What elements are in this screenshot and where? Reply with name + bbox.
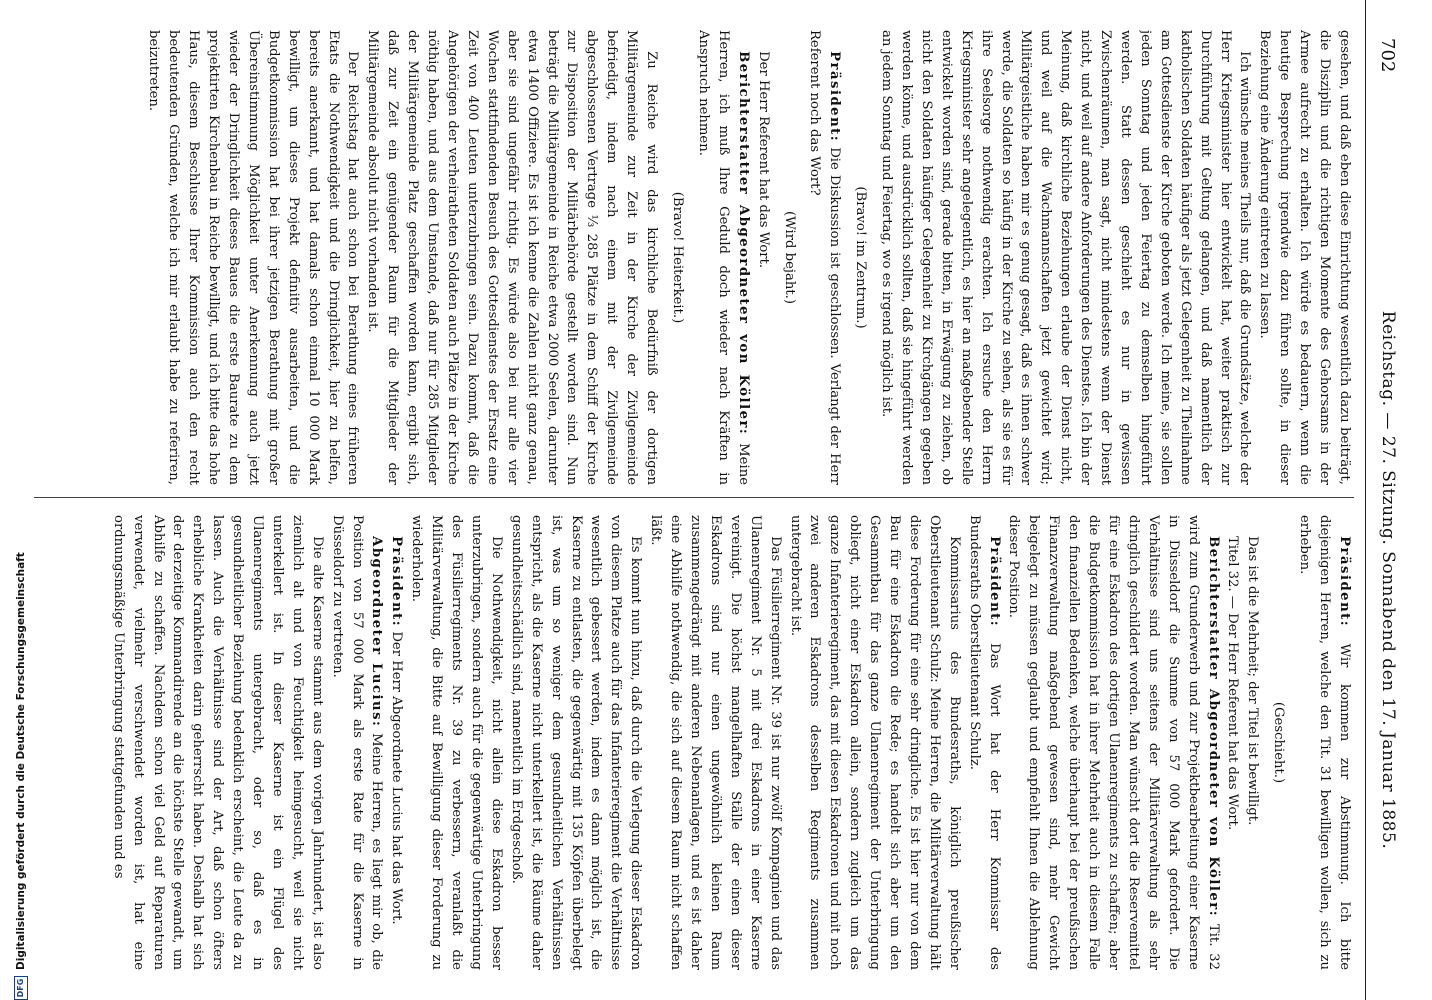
paragraph-text: Die Diskussion ist geschlossen. Verlangt der Herr Referent noch das Wort? bbox=[807, 30, 843, 485]
paragraph bbox=[108, 515, 327, 970]
paragraph-text: Das Wort hat der Herr Kommissar des Bundesraths Oberstlieutenant Schulz. bbox=[966, 515, 1002, 970]
paragraph-text: Meine Herren, es liegt mir ob, die Position von 57 000 Mark als erste Rate für die Kaserne in Düsseldorf zu vertreten. bbox=[329, 515, 385, 970]
paragraph-text: Tit. 32 wird zum Grunderwerb und zur Projektbearbeitung einer Kaserne in Düsseldorf die Summe von 57 000 Mark gefordert. Die Verhältnisse sind uns seitens der Militärverwaltung als sehr dringlich geschildert worden. Man wünscht dort die Reservemittel für eine Eskadron des dortigen Ulanenregiments zu schaffen; aber die Budgetkommission hat in ihrer Mehrheit auch in diesem Falle den finanziellen Bedenken, welche überhaupt bei der preußischen Finanzverwaltung maßgebend gewesen sind, mehr Gewicht beigelegt zu müssen geglaubt und empfiehlt Ihnen die Ablehnung dieser Position. bbox=[1006, 515, 1221, 970]
paragraph bbox=[406, 515, 506, 970]
paragraph-text: Kommissarius des Bundesraths, königlich preußischer Oberstlieutenant Schulz: Meine Herren, die Militärverwaltung hält diese Forderung für eine sehr dringliche. Es ist hier nur von dem Bau für eine Eskadron die Rede; es handelt sich aber um den Gesammtbau für das ganze Ulanenregiment der Unterbringung obliegt, nicht einer Eskadron allein, sondern zugleich um das ganze Infanterieregiment, das mit diesen Eskadronen und mit noch zwei anderen Eskadrons desselben Regiments zusammen untergebracht ist. bbox=[787, 515, 962, 970]
paragraph-text: (Wird bejaht.) bbox=[781, 211, 797, 304]
column-divider bbox=[34, 497, 1354, 498]
paragraph bbox=[1254, 30, 1354, 485]
paragraph bbox=[1242, 515, 1262, 970]
paragraph bbox=[144, 30, 363, 485]
left-column bbox=[14, 30, 1354, 485]
paragraph bbox=[1294, 515, 1354, 970]
running-title: Reichstag. — 27. Sitzung. Sonnabend den 17. Januar 1885. bbox=[1378, 310, 1398, 850]
paragraph-text: gesehen, und daß eben diese Einrichtung wesentlich dazu beiträgt, die Disziplin und die richtigen Momente des Gehorsams in der Armee aufrecht zu erhalten. Ich würde es bedauern, wenn die heutige Besprechung irgendwie dazu führen sollte, in dieser Beziehung eine Änderung eintreten zu lassen. bbox=[1257, 30, 1352, 485]
right-column bbox=[14, 515, 1354, 970]
paragraph-text: Die Nothwendigkeit, nicht allein diese Eskadron besser unterzubringen, sondern auch für die gegenwärtige Unterbringung des Füsilierregiments Nr. 39 zu verbessern, veranlaßt die Militärverwaltung, die Bitte auf Bewilligung dieser Forderung zu wiederholen. bbox=[409, 515, 504, 970]
page-number: 702 bbox=[1377, 38, 1398, 73]
paragraph-text: Zu Reiche wird das kirchliche Bedürfniß der dortigen Militärgemeinde zur Zeit in der Kirche der Zivilgemeinde befriedigt, indem nach einem mit der Zivilgemeinde abgeschlossenen Vertrage ¹⁄₃ 285 Plätze in dem Schiff der Kirche zur Disposition der Militärbehörde gestellt worden sind. Nun beträgt die Militärgemeinde in Reiche etwa 2000 Seelen, darunter etwa 1400 Offiziere. Es ist ich kenne die Zahlen nicht ganz genau, aber sie sind ungefähr richtig. Es würde also bei nur alle vier Wochen stattfindenden Besuch des Gottesdienstes der Ersatz eine Zeit von 400 Leuten unterzubringen sein. Dazu kommt, daß die Angehörigen der verheiratheten Soldaten auch Plätze in der Kirche nöthig haben, und aus dem Umstande, daß nur für 285 Mitglieder der Militärgemeinde Platz geschaffen worden kann, ergibt sich, daß zur Zeit ein genügender Raum für die Mitglieder der Militärgemeinde absolut nicht vorhanden ist. bbox=[365, 30, 660, 485]
dfg-logo: DFG bbox=[14, 976, 28, 1000]
paragraph bbox=[785, 515, 964, 970]
paragraph-text: Es kommt nun hinzu, daß durch die Verlegung dieser Eskadron von diesem Platze auch für das Infanterieregiment die Verhältnisse wesentlich gebessert werden, indem es dann möglich ist, die Kaserne zu entlasten, die gegenwärtig mit 135 Köpfen überbelegt ist, was um so weniger dem gesundheitlichen Verhältnissen entspricht, als die Kaserne nicht unterkellert ist, die Räume daher gesundheitsschädlich sind, namentlich im Erdgeschoß. bbox=[508, 515, 644, 970]
speaker-label: Berichterstatter Abgeordneter von Köller: bbox=[1205, 536, 1221, 918]
paragraph-text: (Geschieht.) bbox=[1271, 701, 1287, 784]
paragraph-text: Das ist die Mehrheit; der Titel ist bewilligt. bbox=[1245, 536, 1261, 826]
paragraph-text: Ich wünsche meines Theils nur, daß die Grundsätze, welche der Herr Kriegsminister hier entwickelt hat, weiter praktisch zur Durchführung mit Geltung gelangen, und daß namentlich der katholischen Soldaten häufiger als jetzt Gelegenheit zu Theilnahme am Gottesdienste der Kirche geboten werde. Ich meine, sie sollen jeden Sonntag und jeden Feiertag zu demselben hingeführt werden. Statt dessen geschieht es nur in gewissen Zwischenräumen, man sagt, nicht mindestens wenn der Dienst nicht, und weil auf andere Anforderungen des Dienstes. Ich bin der Meinung, daß kirchliche Beziehungen erlaube der Dienst nicht, und weil auf die Wachmannschaften jetzt gewichtet wird; Militärgeistliche haben mir es genug gesagt, daß es ihnen schwer werde, die Soldaten so häufig in der Kirche zu sehen, als sie es für ihre Seelsorge nothwendig erachten. Ich ersuche den Herrn Kriegsminister sehr angelegentlich, es hier an maßgebender Stelle entwickelt worden sind, gerade bitten, in Erwägung zu ziehen, ob nicht den Soldaten häufiger Gelegenheit zu Kirchgängen gegeben werden könne, und ausdrücklich sollten, daß sie hingeführt werden an jedem Sonntag und Feiertag, wo es irgend möglich ist. bbox=[879, 30, 1253, 485]
paragraph bbox=[645, 515, 784, 970]
paragraph bbox=[876, 30, 1254, 485]
paragraph-text: Der Herr Referent hat das Wort. bbox=[755, 51, 771, 269]
speaker-label: Berichterstatter Abgeordneter von Köller: bbox=[735, 51, 751, 436]
paragraph bbox=[1004, 515, 1223, 970]
paragraph-text: Das Füsilierregiment Nr. 39 ist nur zwölf Kompagnien und das Ulanenregiment Nr. 5 mit drei Eskadrons in einer Kaserne vereinigt. Die höchst mangelhaften Ställe der einen dieser Eskadrons sind nur einen ungewöhnlich kleinen Raum zusammengedrängt mit anderen Nebenanlagen, und es ist daher eine Abhilfe nothwendig, die sich auf diesem Raum nicht schaffen läßt. bbox=[648, 515, 783, 970]
paragraph bbox=[753, 30, 773, 485]
paragraph-text: Wir kommen zur Abstimmung. Ich bitte diejenigen Herren, welche den Tit. 31 bewilligen wollen, sich zu erheben. bbox=[1297, 515, 1352, 970]
paragraph bbox=[1223, 515, 1243, 970]
speaker-label: Präsident: bbox=[1337, 536, 1352, 628]
paragraph-text: Der Reichstag hat auch schon bei Berathung eines früheren Etats die Nothwendigkeit und die Dringlichkeit, hier zu helfen, bereits anerkannt, und hat damals schon einmal 10 000 Mark bewilligt, um dieses Projekt definitiv ausarbeiten, und die Budgetkommission hat bei ihrer jetzigen Berathung mit großer Übereinstimmung Möglichkeit unter Anerkennung auch jetzt wieder der Dringlichkeit dieses Baues die erste Baurate zu dem projektirten Kirchenbau in Reiche bewilligt, und ich bitte das hohe Haus, diesem Beschlusse Ihrer Kommission auch den recht bedeutenden Gründen, welche ich mir erlaubt habe zu referiren, beizutreten. bbox=[146, 30, 361, 485]
paragraph bbox=[693, 30, 753, 485]
paragraph-text: Meine Herren, ich muß Ihre Geduld doch wieder nach Kräften in Anspruch nehmen. bbox=[695, 30, 751, 485]
paragraph-text: (Bravo! Heiterkeit.) bbox=[670, 191, 685, 324]
paragraph bbox=[363, 30, 662, 485]
paragraph bbox=[387, 515, 407, 970]
stage-direction bbox=[1268, 515, 1288, 970]
stage-direction bbox=[667, 30, 687, 485]
stage-direction bbox=[779, 30, 799, 485]
paragraph-text: (Bravo! im Zentrum.) bbox=[853, 186, 869, 329]
paragraph-text: Der Herr Abgeordnete Lucius hat das Wort. bbox=[389, 627, 405, 925]
paragraph bbox=[506, 515, 645, 970]
speaker-label: Abgeordneter Lucius: bbox=[369, 536, 385, 728]
page-header bbox=[1365, 0, 1410, 1000]
paragraph bbox=[805, 30, 845, 485]
paragraph bbox=[327, 515, 387, 970]
speaker-label: Präsident: bbox=[389, 536, 405, 628]
paragraph-text: Die alte Kaserne stammt aus dem vorigen Jahrhundert, ist also ziemlich alt und von Feuchtigkeit heimgesucht, weil sie nicht unterkellert ist. In dieser Kaserne ist ein Flügel des Ulanenregiments untergebracht, oder so, daß es in gesundheitlicher Beziehung bedenklich erscheint, die Leute da zu lassen. Auch die Verhältnisse sind der Art, daß schon öfters erhebliche Krankheiten darin geherrscht haben. Deshalb hat sich der derzeitige Kommandirende an die höchste Stelle gewandt, um Abhilfe zu schaffen. Nachdem schon viel Geld auf Reparaturen verwendet, vielmehr verschwendet worden ist, hat eine ordnungsmäßige Unterbringung stattgefunden und es bbox=[110, 515, 325, 970]
paragraph-text: Titel 32. — Der Herr Referent hat das Wort. bbox=[1225, 536, 1241, 831]
stage-direction bbox=[850, 30, 870, 485]
paragraph bbox=[964, 515, 1004, 970]
speaker-label: Präsident: bbox=[986, 536, 1002, 628]
footer-credit bbox=[10, 0, 32, 1000]
speaker-label: Präsident: bbox=[827, 51, 843, 143]
footer-text: Digitalisierung gefördert durch die Deutsche Forschungsgemeinschaft bbox=[15, 552, 27, 970]
